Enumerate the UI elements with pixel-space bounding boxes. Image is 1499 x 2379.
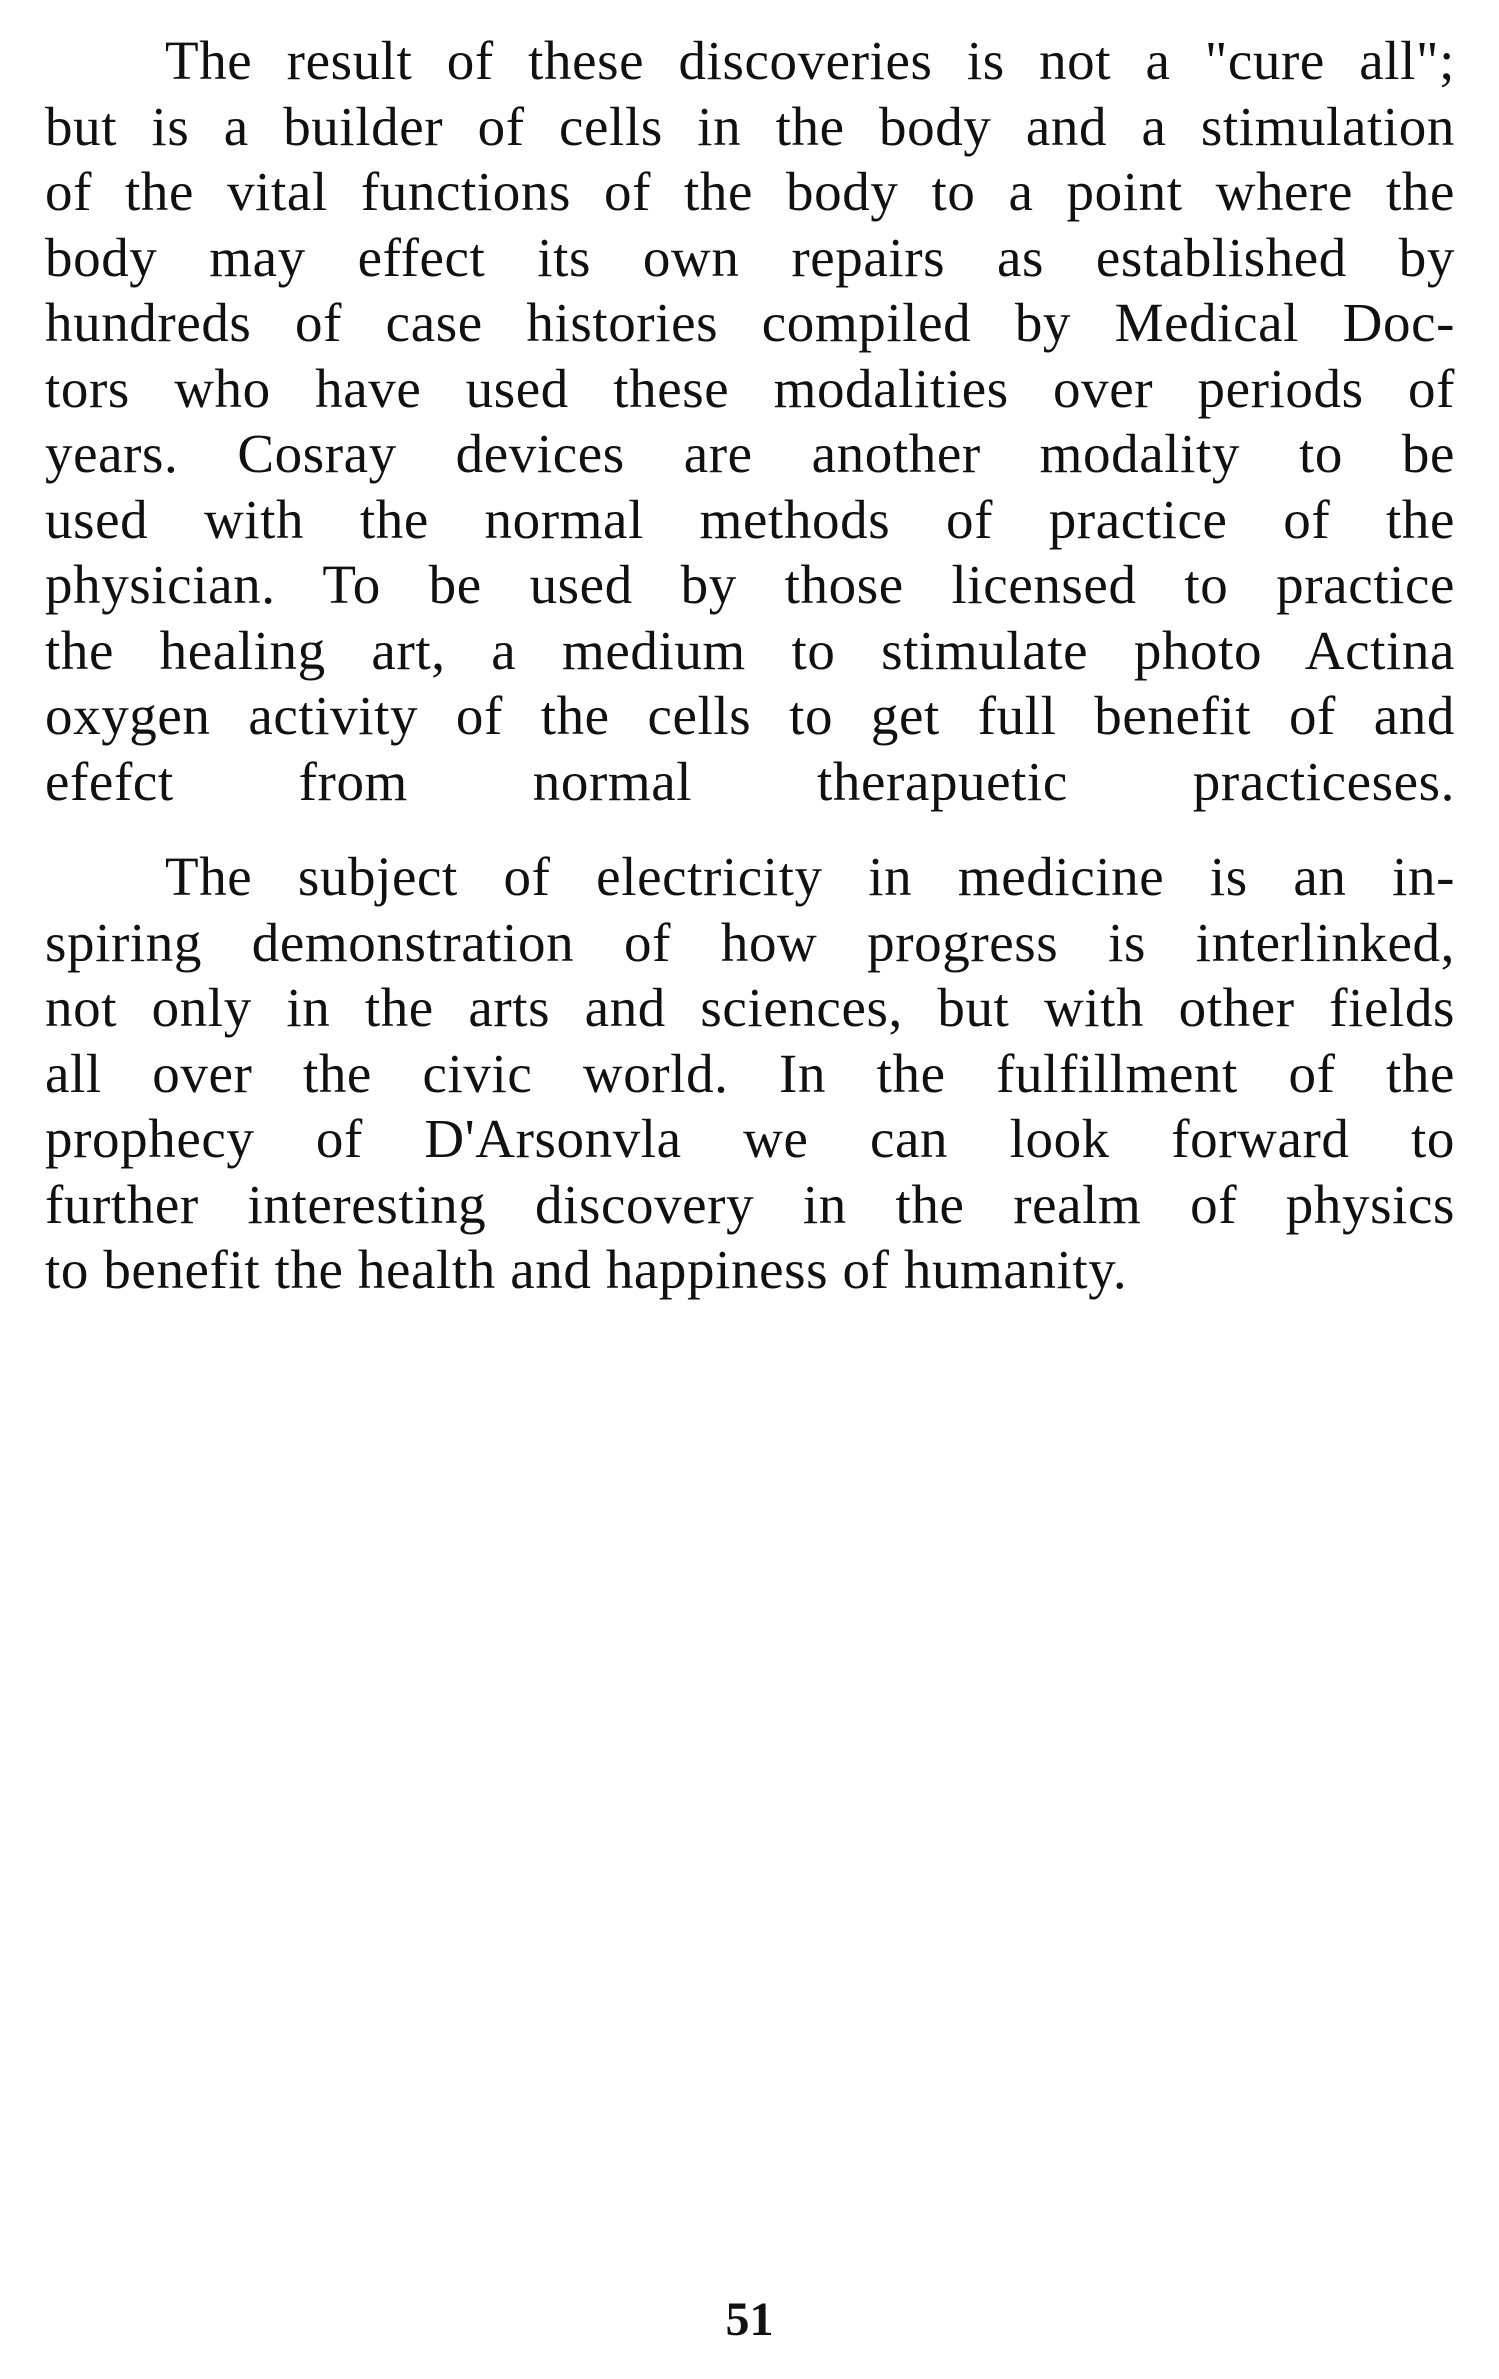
paragraph-cosray-benefits	[45, 28, 1455, 814]
page-number: 51	[725, 2293, 774, 2346]
text-line: the healing art, a medium to stimulate photo Actina	[45, 619, 1455, 681]
text-line: not only in the arts and sciences, but with other fields	[45, 977, 1455, 1038]
text-line: years. Cosray devices are another modality to be	[45, 423, 1455, 484]
text-line: physician. To be used by those licensed to practice	[45, 554, 1455, 615]
text-line: to benefit the health and happiness of humanity.	[45, 1239, 1128, 1300]
text-line: used with the normal methods of practice of the	[45, 488, 1455, 550]
text-line: oxygen activity of the cells to get full benefit of and	[45, 685, 1455, 746]
text-line: further interesting discovery in the realm of physics	[45, 1173, 1455, 1235]
text-line: efefct from normal therapuetic practiceses.	[45, 750, 1455, 812]
text-line: The result of these discoveries is not a "cure all";	[165, 30, 1455, 91]
text-line: of the vital functions of the body to a point where the	[45, 161, 1455, 222]
text-line: all over the civic world. In the fulfillment of the	[45, 1042, 1455, 1104]
text-line: but is a builder of cells in the body and a stimulation	[45, 95, 1455, 157]
text-line: The subject of electricity in medicine is an in-	[165, 846, 1455, 907]
text-line: prophecy of D'Arsonvla we can look forward to	[45, 1108, 1455, 1169]
text-line: hundreds of case histories compiled by Medical Doc-	[45, 292, 1455, 353]
text-line: tors who have used these modalities over periods of	[45, 357, 1455, 419]
text-line: spiring demonstration of how progress is interlinked,	[45, 911, 1455, 973]
text-line: body may effect its own repairs as established by	[45, 226, 1455, 288]
body-text	[45, 28, 1455, 1303]
paragraph-electricity-in-medicine	[45, 844, 1455, 1303]
